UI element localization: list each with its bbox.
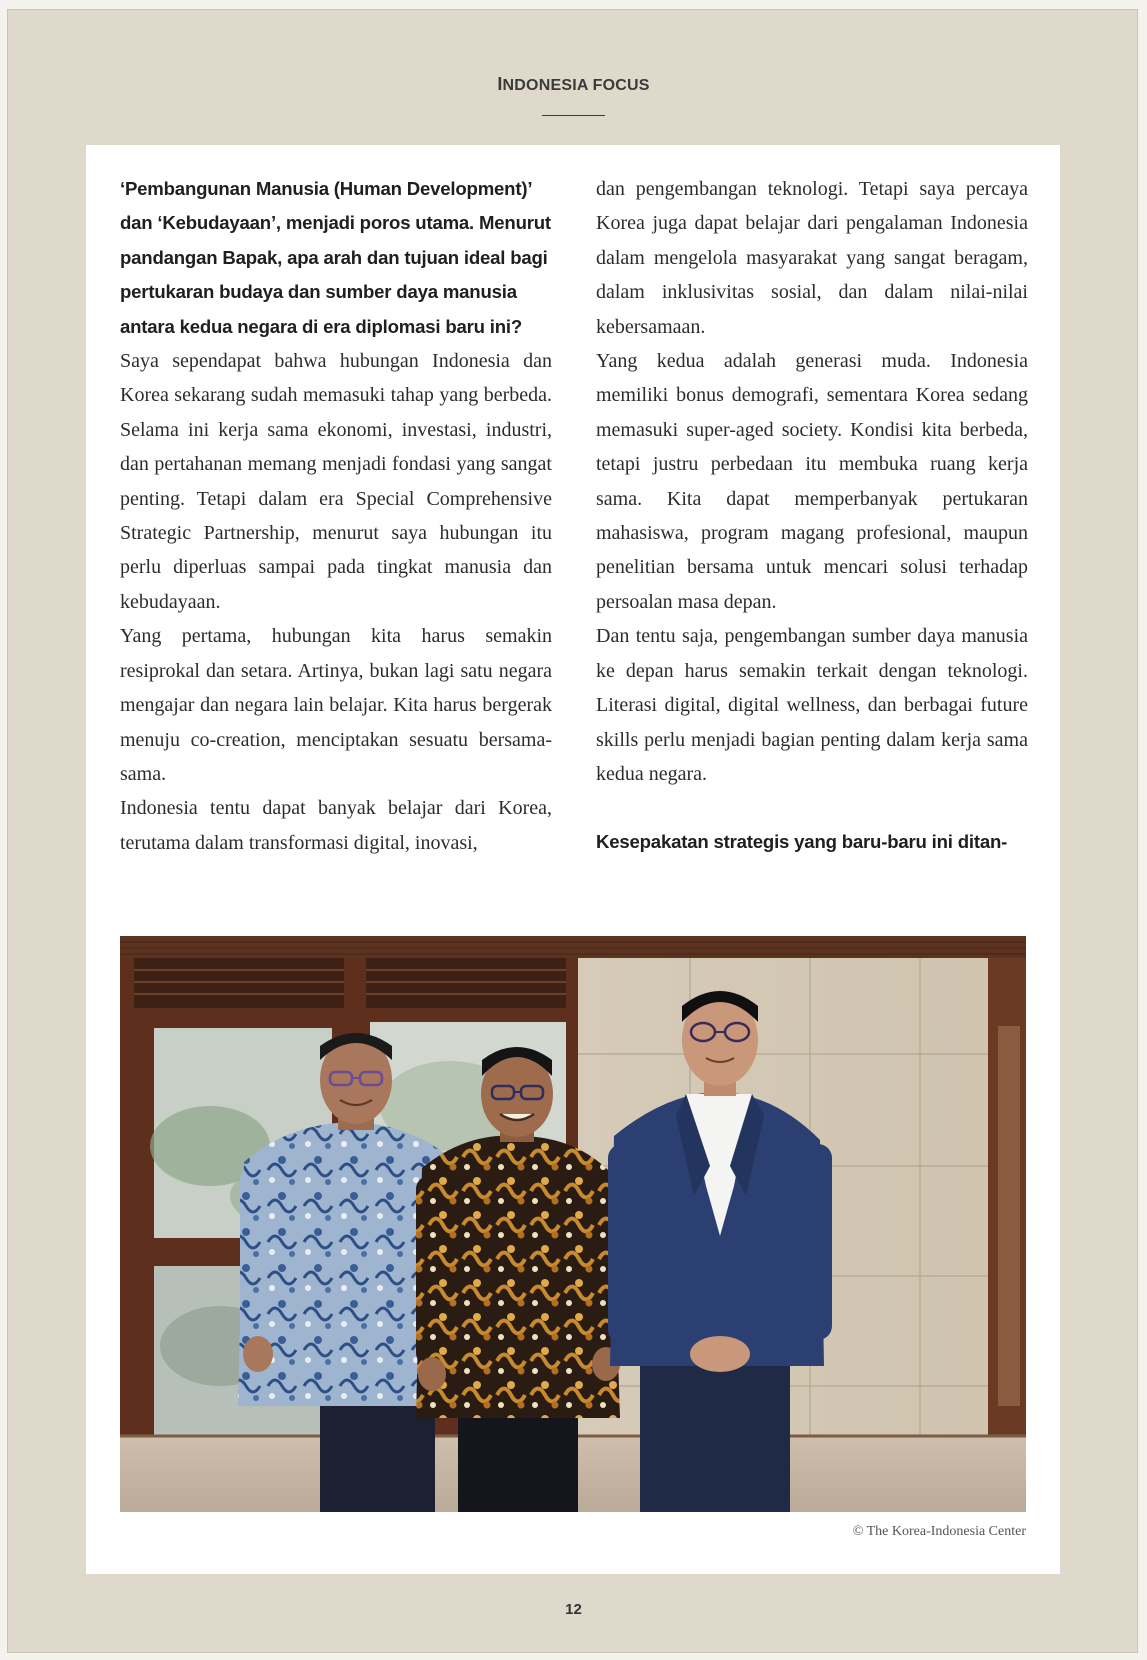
right-column bbox=[596, 172, 1028, 860]
answer-paragraph-3: Indonesia tentu dapat banyak belajar dari Korea, terutama dalam transformasi digital, inovasi, bbox=[120, 797, 552, 854]
group-photo-illustration bbox=[120, 936, 1026, 1512]
left-column bbox=[120, 172, 552, 860]
answer-paragraph-2: Yang pertama, hubungan kita harus semakin resiprokal dan setara. Artinya, bukan lagi satu negara mengajar dan negara lain belajar. Kita harus bergerak menuju co-creation, menciptakan sesuatu bersama-sama. bbox=[120, 625, 552, 785]
paragraph-gap bbox=[596, 791, 1028, 825]
answer-paragraph-4: Yang kedua adalah generasi muda. Indonesia memiliki bonus demografi, sementara Korea sedang memasuki super-aged society. Kondisi kita berbeda, tetapi justru perbedaan itu membuka ruang kerja sama. Kita dapat memperbanyak pertukaran mahasiswa, program magang profesional, maupun penelitian bersama untuk mencari solusi terhadap persoalan masa depan. bbox=[596, 350, 1028, 613]
group-photo bbox=[120, 936, 1026, 1512]
answer-paragraph-5: Dan tentu saja, pengembangan sumber daya manusia ke depan harus semakin terkait dengan teknologi. Literasi digital, digital wellness, dan berbagai future skills perlu menjadi bagian penting dalam kerja sama kedua negara. bbox=[596, 625, 1028, 785]
header-rule bbox=[542, 115, 605, 116]
section-header-rest: NDONESIA FOCUS bbox=[502, 77, 650, 94]
answer-paragraph-3-continued: dan pengembangan teknologi. Tetapi saya percaya Korea juga dapat belajar dari pengalaman Indonesia dalam mengelola masyarakat yang sangat beragam, dalam inklusivitas sosial, dan dalam nilai-nilai kebersamaan. bbox=[596, 178, 1028, 338]
next-question-start: Kesepakatan strategis yang baru-baru ini ditan- bbox=[596, 831, 1008, 853]
answer-paragraph-1: Saya sependapat bahwa hubungan Indonesia dan Korea sekarang sudah memasuki tahap yang berbeda. Selama ini kerja sama ekonomi, investasi, industri, dan pertahanan memang menjadi fondasi yang sangat penting. Tetapi dalam era Special Comprehensive Strategic Partnership, menurut saya hubungan itu perlu diperluas sampai pada tingkat manusia dan kebudayaan. bbox=[120, 350, 552, 613]
photo-credit: © The Korea-Indonesia Center bbox=[852, 1524, 1026, 1539]
section-header bbox=[0, 74, 1147, 95]
page-number: 12 bbox=[565, 1601, 582, 1618]
content-card bbox=[86, 145, 1060, 1574]
section-header-initial: I bbox=[497, 74, 503, 94]
interview-question: ‘Pembangunan Manusia (Human Development)’ dan ‘Kebudayaan’, menjadi poros utama. Menurut pandangan Bapak, apa arah dan tujuan ideal bagi pertukaran budaya dan sumber daya manusia antara kedua negara di era diplomasi baru ini? bbox=[120, 178, 551, 337]
